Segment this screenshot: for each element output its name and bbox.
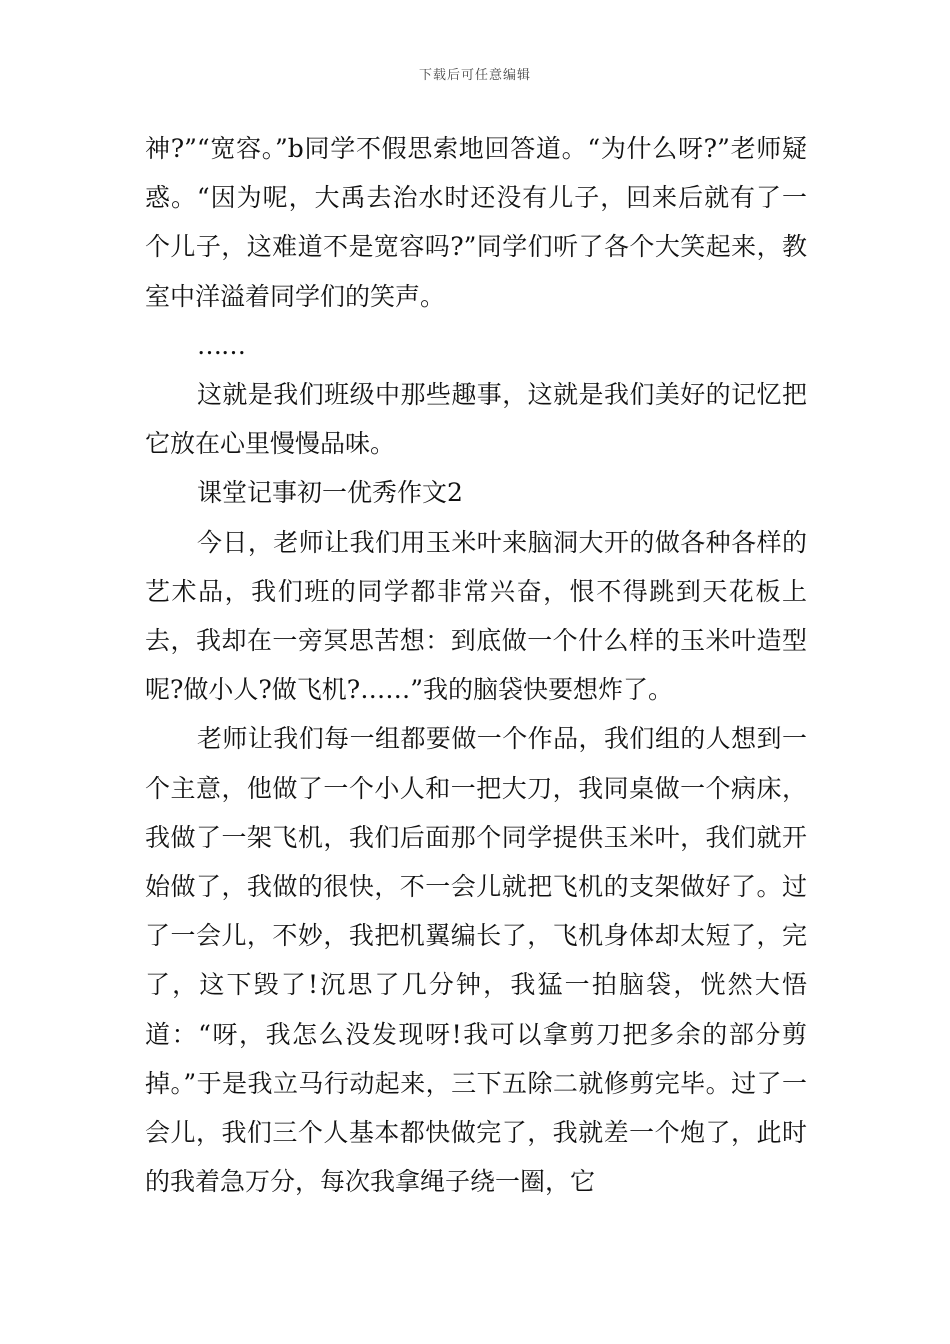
paragraph-story: 老师让我们每一组都要做一个作品，我们组的人想到一个主意，他做了一个小人和一把大刀，我同桌做一个病床，我做了一架飞机，我们后面那个同学提供玉米叶，我们就开始做了，我做的很快，不一会儿就把飞机的支架做好了。过了一会儿，不妙，我把机翼编长了，飞机身体却太短了，完了，这下毁了!沉思了几分钟，我猛一拍脑袋，恍然大悟道：“呀，我怎么没发现呀!我可以拿剪刀把多余的部分剪掉。”于是我立马行动起来，三下五除二就修剪完毕。过了一会儿，我们三个人基本都快做完了，我就差一个炮了，此时的我着急万分，每次我拿绳子绕一圈，它 bbox=[145, 724, 807, 1197]
paragraph-continuation: 神?”“宽容。”b同学不假思索地回答道。“为什么呀?”老师疑惑。“因为呢，大禹去治水时还没有儿子，回来后就有了一个儿子，这难道不是宽容吗?”同学们听了各个大笑起来，教室中洋溢着同学们的笑声。 bbox=[145, 134, 807, 311]
paragraph-intro: 今日，老师让我们用玉米叶来脑洞大开的做各种各样的艺术品，我们班的同学都非常兴奋，恨不得跳到天花板上去，我却在一旁冥思苦想：到底做一个什么样的玉米叶造型呢?做小人?做飞机?……”我的脑袋快要想炸了。 bbox=[145, 527, 807, 705]
section-title: 课堂记事初一优秀作文2 bbox=[197, 478, 463, 508]
paragraph-conclusion: 这就是我们班级中那些趣事，这就是我们美好的记忆把它放在心里慢慢品味。 bbox=[145, 380, 807, 459]
document-body bbox=[145, 124, 807, 1206]
ellipsis-line: …… bbox=[197, 330, 245, 360]
page-header: 下载后可任意编辑 bbox=[418, 68, 531, 83]
